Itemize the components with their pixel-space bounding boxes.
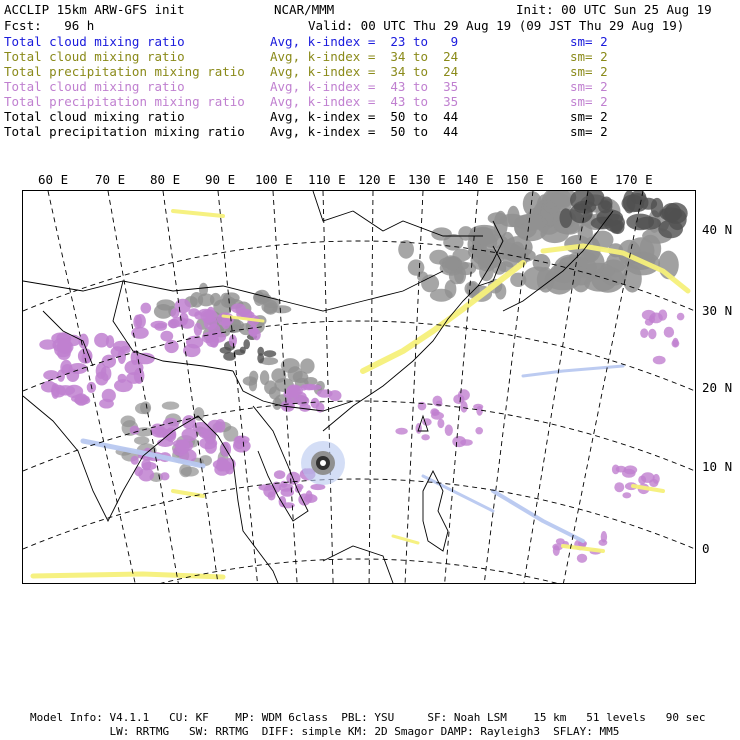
field-name: Total cloud mixing ratio: [4, 34, 185, 49]
field-levels: Avg, k-index = 43 to 35: [270, 79, 459, 94]
violet-cloud: [133, 315, 142, 329]
violet-cloud: [664, 327, 674, 338]
gray-cloud: [430, 289, 453, 302]
gray-cloud: [162, 402, 179, 410]
model-title: ACCLIP 15km ARW-GFS init: [4, 2, 185, 17]
violet-cloud: [460, 439, 473, 446]
gray-cloud: [445, 258, 459, 271]
field-name: Total precipitation mixing ratio: [4, 64, 245, 79]
yellow-precip-band: [563, 546, 603, 551]
gray-cloud: [134, 436, 149, 445]
map-panel: [22, 190, 696, 584]
field-levels: Avg, k-index = 43 to 35: [270, 94, 459, 109]
map-canvas: [23, 191, 695, 583]
violet-cloud: [445, 425, 453, 436]
longitude-label: 80 E: [150, 172, 181, 187]
violet-cloud: [431, 412, 444, 420]
field-smoothing: sm= 2: [570, 34, 608, 49]
field-smoothing: sm= 2: [570, 79, 608, 94]
dark-cloud: [243, 339, 250, 349]
violet-cloud: [252, 329, 260, 340]
longitude-label: 120 E: [358, 172, 396, 187]
field-smoothing: sm= 2: [570, 49, 608, 64]
violet-cloud: [263, 485, 276, 498]
violet-cloud: [601, 531, 607, 543]
violet-cloud: [648, 329, 656, 339]
violet-cloud: [213, 459, 231, 469]
field-levels: Avg, k-index = 50 to 44: [270, 124, 459, 139]
violet-cloud: [222, 318, 231, 330]
violet-cloud: [421, 434, 430, 440]
violet-cloud: [622, 492, 631, 498]
gray-cloud: [300, 358, 314, 373]
gray-cloud: [198, 293, 215, 306]
latitude-label: 40 N: [702, 222, 733, 237]
gray-cloud: [584, 275, 615, 292]
violet-cloud: [475, 427, 483, 434]
yellow-precip-band: [633, 486, 663, 491]
field-smoothing: sm= 2: [570, 109, 608, 124]
violet-cloud: [291, 385, 300, 393]
latitude-label: 10 N: [702, 459, 733, 474]
violet-cloud: [395, 428, 407, 435]
violet-cloud: [303, 384, 316, 391]
violet-cloud: [118, 374, 127, 383]
longitude-line: [369, 191, 373, 583]
gray-cloud: [223, 292, 240, 303]
violet-cloud: [62, 364, 73, 374]
violet-cloud: [175, 299, 191, 314]
longitude-label: 110 E: [308, 172, 346, 187]
yellow-precip-band: [363, 263, 523, 371]
violet-cloud: [78, 348, 93, 363]
violet-cloud: [653, 474, 660, 484]
longitude-label: 150 E: [506, 172, 544, 187]
longitude-label: 140 E: [456, 172, 494, 187]
violet-cloud: [94, 333, 109, 348]
coastline: [23, 396, 278, 583]
model-info-line2: LW: RRTMG SW: RRTMG DIFF: simple KM: 2D Smagor DAMP: Rayleigh3 SFLAY: MM5: [30, 725, 620, 738]
yellow-precip-band: [33, 574, 223, 577]
violet-cloud: [437, 419, 444, 428]
violet-cloud: [165, 340, 179, 353]
field-smoothing: sm= 2: [570, 124, 608, 139]
field-smoothing: sm= 2: [570, 64, 608, 79]
longitude-label: 160 E: [560, 172, 598, 187]
field-levels: Avg, k-index = 34 to 24: [270, 49, 459, 64]
longitude-label: 130 E: [408, 172, 446, 187]
blue-cloud-band: [423, 476, 493, 511]
violet-cloud: [673, 338, 679, 347]
violet-cloud: [473, 404, 483, 410]
violet-cloud: [160, 472, 169, 480]
violet-cloud: [317, 389, 333, 397]
violet-cloud: [182, 428, 198, 441]
dark-cloud: [591, 217, 615, 230]
violet-cloud: [56, 385, 75, 395]
violet-cloud: [458, 389, 470, 400]
violet-cloud: [614, 482, 624, 492]
dark-cloud: [600, 197, 612, 211]
latitude-line: [23, 401, 695, 471]
longitude-label: 70 E: [95, 172, 126, 187]
violet-cloud: [39, 339, 56, 349]
dark-cloud: [651, 198, 664, 218]
violet-cloud: [200, 309, 217, 322]
violet-cloud: [207, 420, 222, 433]
gray-cloud: [288, 366, 303, 382]
longitude-line: [163, 191, 218, 583]
violet-cloud: [95, 372, 108, 386]
gray-cloud: [523, 267, 554, 291]
violet-cloud: [130, 426, 140, 435]
longitude-label: 90 E: [205, 172, 236, 187]
gray-cloud: [431, 227, 452, 240]
violet-cloud: [640, 328, 648, 338]
field-name: Total precipitation mixing ratio: [4, 124, 245, 139]
violet-cloud: [43, 370, 59, 380]
valid-time: Valid: 00 UTC Thu 29 Aug 19 (09 JST Thu 29 Aug 19): [308, 18, 685, 33]
latitude-label: 30 N: [702, 303, 733, 318]
violet-cloud: [577, 554, 587, 563]
violet-cloud: [199, 437, 217, 449]
violet-cloud: [286, 472, 300, 485]
violet-cloud: [160, 331, 173, 342]
longitude-label: 170 E: [615, 172, 653, 187]
latitude-label: 20 N: [702, 380, 733, 395]
field-name: Total cloud mixing ratio: [4, 79, 185, 94]
longitude-label: 100 E: [255, 172, 293, 187]
violet-cloud: [194, 323, 202, 336]
dark-cloud: [611, 220, 624, 234]
field-levels: Avg, k-index = 34 to 24: [270, 64, 459, 79]
yellow-precip-band: [393, 536, 418, 543]
gray-cloud: [499, 214, 524, 227]
dark-cloud: [635, 217, 661, 230]
model-info-line1: Model Info: V4.1.1 CU: KF MP: WDM 6class PBL: YSU SF: Noah LSM 15 km 51 levels 90 sec: [30, 711, 706, 724]
violet-cloud: [175, 440, 189, 454]
init-time: Init: 00 UTC Sun 25 Aug 19: [516, 2, 712, 17]
dark-cloud: [234, 349, 246, 355]
dark-cloud: [668, 209, 687, 231]
field-name: Total cloud mixing ratio: [4, 49, 185, 64]
violet-cloud: [422, 418, 432, 426]
violet-cloud: [99, 399, 114, 409]
field-smoothing: sm= 2: [570, 94, 608, 109]
field-levels: Avg, k-index = 50 to 44: [270, 109, 459, 124]
blue-cloud-band: [523, 366, 623, 376]
typhoon-eye: [320, 460, 326, 466]
violet-cloud: [206, 334, 219, 347]
gray-cloud: [623, 265, 642, 293]
gray-cloud: [157, 299, 176, 310]
coastline: [313, 191, 353, 221]
violet-cloud: [199, 429, 209, 439]
field-name: Total precipitation mixing ratio: [4, 94, 245, 109]
gray-cloud: [269, 387, 281, 400]
forecast-hour: Fcst: 96 h: [4, 18, 95, 33]
latitude-label: 0: [702, 541, 710, 556]
gray-cloud: [249, 378, 257, 391]
longitude-label: 60 E: [38, 172, 69, 187]
violet-cloud: [436, 401, 443, 407]
field-name: Total cloud mixing ratio: [4, 109, 185, 124]
gray-cloud: [135, 403, 150, 414]
violet-cloud: [141, 303, 152, 314]
violet-cloud: [71, 395, 90, 403]
violet-cloud: [274, 470, 285, 479]
gray-cloud: [408, 259, 425, 275]
gray-cloud: [476, 245, 489, 261]
gray-cloud: [181, 467, 199, 477]
violet-cloud: [638, 476, 646, 485]
dark-cloud: [263, 350, 276, 357]
violet-cloud: [616, 466, 627, 473]
yellow-precip-band: [173, 211, 223, 216]
violet-cloud: [281, 488, 295, 497]
dark-cloud: [560, 208, 573, 228]
gray-cloud: [429, 250, 448, 265]
violet-cloud: [54, 342, 72, 357]
violet-cloud: [649, 313, 662, 324]
violet-cloud: [653, 356, 666, 365]
violet-cloud: [131, 456, 139, 465]
coastline: [323, 546, 393, 583]
gray-cloud: [510, 273, 526, 287]
violet-cloud: [299, 404, 310, 412]
dark-cloud: [257, 353, 264, 363]
violet-cloud: [154, 323, 167, 331]
violet-cloud: [677, 313, 685, 321]
latitude-line: [23, 559, 695, 583]
organization-label: NCAR/MMM: [274, 2, 335, 17]
field-levels: Avg, k-index = 23 to 9: [270, 34, 459, 49]
